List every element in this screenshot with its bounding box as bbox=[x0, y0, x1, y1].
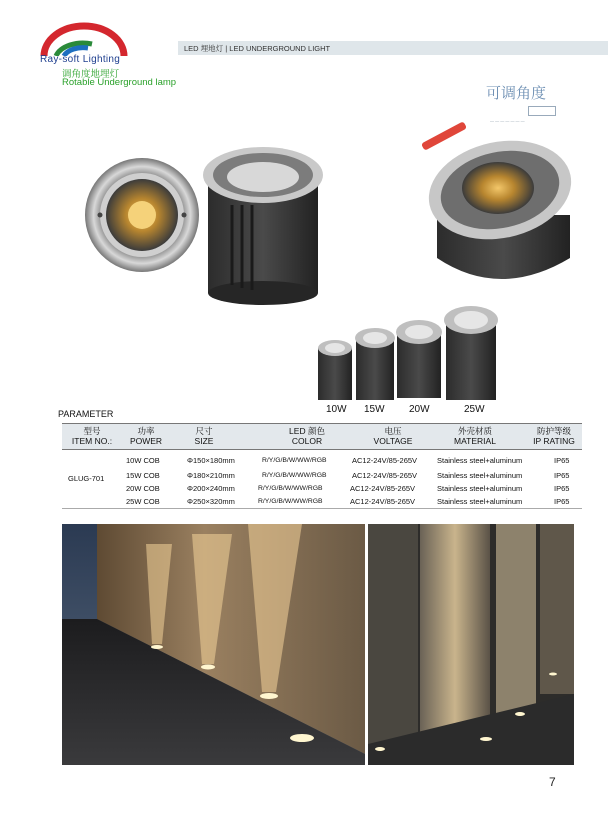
size-label-25w: 25W bbox=[464, 404, 485, 415]
size-label-10w: 10W bbox=[326, 404, 347, 415]
table-bottom-rule bbox=[62, 508, 582, 509]
brand-name: Ray-soft Lighting bbox=[40, 54, 121, 65]
header-ip-rating: 防护等级 IP RATING bbox=[533, 426, 575, 446]
header-item-no: 型号 ITEM NO.: bbox=[71, 426, 113, 446]
header-material: 外壳材质 MATERIAL bbox=[454, 426, 496, 446]
parameter-heading: PARAMETER bbox=[58, 409, 114, 419]
item-number: GLUG-701 bbox=[68, 474, 105, 483]
table-top-rule bbox=[62, 423, 582, 424]
table-header-rule bbox=[62, 449, 582, 450]
feature-title: 可调角度 bbox=[486, 84, 547, 102]
header-size: 尺寸 SIZE bbox=[194, 426, 214, 446]
header-power: 功率 POWER bbox=[129, 426, 163, 446]
header-title: LED 埋地灯 | LED UNDERGROUND LIGHT bbox=[184, 44, 331, 53]
header-voltage: 电压 VOLTAGE bbox=[373, 426, 413, 446]
size-label-20w: 20W bbox=[409, 404, 430, 415]
header-color: LED 颜色 COLOR bbox=[289, 426, 325, 446]
feature-caption-decoration: — — — — — — — bbox=[490, 118, 525, 123]
wall-application-photo bbox=[62, 524, 365, 765]
lamp-top-view-image bbox=[85, 158, 199, 272]
lamp-side-view-image bbox=[203, 147, 323, 305]
lamp-size-lineup-image bbox=[318, 306, 498, 400]
adjustable-lamp-image bbox=[420, 121, 581, 279]
subtitle-english: Rotable Underground lamp bbox=[62, 77, 177, 88]
pillar-application-photo bbox=[368, 524, 574, 765]
subtitle-chinese: 调角度地埋灯 bbox=[62, 69, 120, 80]
size-label-15w: 15W bbox=[364, 404, 385, 415]
page-number: 7 bbox=[549, 775, 556, 789]
